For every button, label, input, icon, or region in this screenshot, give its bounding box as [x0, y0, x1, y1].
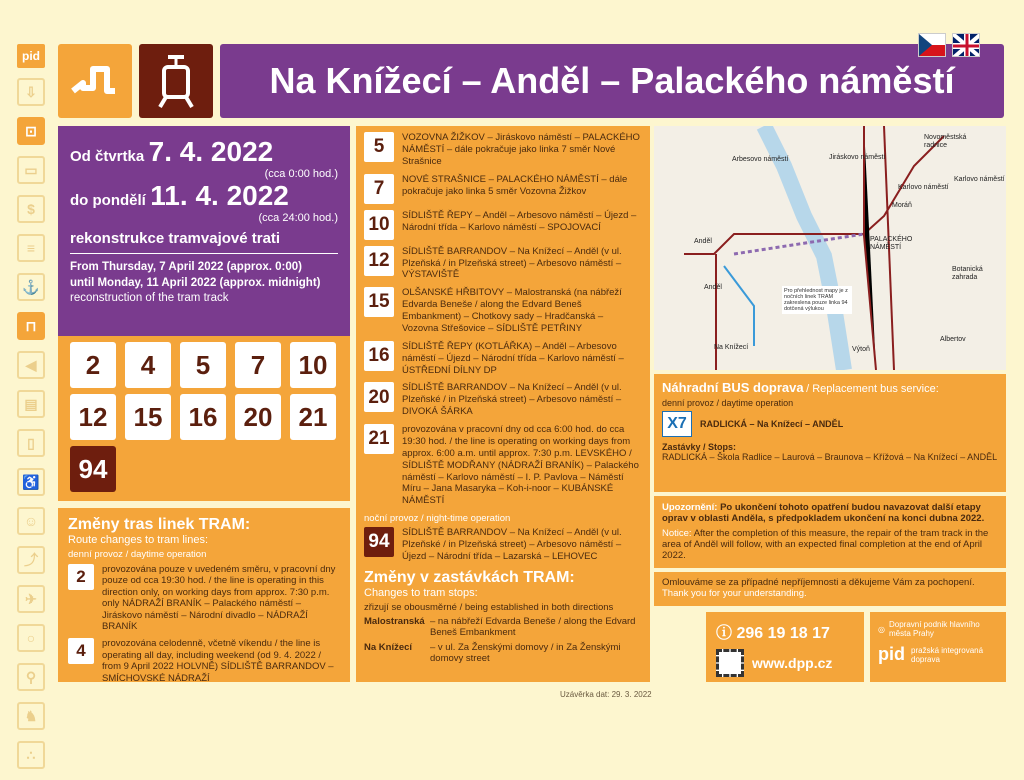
route-badge: 10 [364, 210, 394, 240]
apology-cz: Omlouváme se za případné nepříjemnosti a děkujeme Vám za pochopení. [662, 577, 975, 588]
tram-header-icon [139, 44, 213, 118]
route-text: SÍDLIŠTĚ ŘEPY (KOTLÁŘKA) – Anděl – Arbesovo náměstí – Újezd – Národní třída – Karlovo náměstí – ÚSTŘEDNÍ DÍLNY DP [402, 340, 624, 376]
bus-title: Náhradní BUS doprava [662, 380, 804, 395]
affected-lines-panel [58, 336, 350, 501]
map-label: Arbesovo náměstí [732, 156, 789, 163]
stops-subtitle: Changes to tram stops: [364, 586, 478, 599]
apology-en: Thank you for your understanding. [662, 588, 807, 599]
map-label: Anděl [704, 284, 722, 291]
data-deadline: Uzávěrka dat: 29. 3. 2022 [560, 690, 652, 699]
route-row [364, 382, 642, 418]
reason-en: reconstruction of the tram track [70, 292, 229, 305]
routes-panel [356, 126, 650, 682]
page-title: Na Knížecí – Anděl – Palackého náměstí [220, 44, 1004, 118]
logos-panel [870, 612, 1006, 682]
route-row [364, 246, 642, 282]
line-4-badge: 4 [68, 638, 94, 664]
route-badge: 12 [364, 246, 394, 276]
footprints-icon: ∴ [17, 741, 45, 769]
megaphone-icon: ◀ [17, 351, 45, 379]
line-badge: 10 [290, 342, 336, 388]
route-badge: 16 [364, 341, 394, 371]
to-date: 11. 4. 2022 [150, 180, 289, 211]
route-text: VOZOVNA ŽIŽKOV – Jiráskovo náměstí – PALACKÉHO NÁMĚSTÍ – dále pokračuje jako linka 7 směr Nové Strašnice [402, 132, 640, 167]
route-row [364, 287, 642, 335]
reason-text: rekonstrukce tramvajové trati [70, 230, 338, 254]
phone-number[interactable]: 296 19 18 17 [736, 625, 830, 642]
route-badge: 15 [364, 287, 394, 317]
from-label: Od čtvrtka [70, 148, 145, 165]
bus-route: RADLICKÁ – Na Knížecí – ANDĚL [700, 419, 844, 429]
route-badge: 20 [364, 382, 394, 412]
map-label: Karlovo náměstí [954, 176, 1005, 183]
detour-header-icon [58, 44, 132, 118]
route-badge: 21 [364, 424, 394, 454]
route-badge: 7 [364, 174, 394, 204]
route-row [364, 132, 642, 168]
map-label: Karlovo náměstí [898, 184, 949, 191]
line-badge: 2 [70, 342, 116, 388]
night-route-badge: 94 [364, 527, 394, 557]
from-time: (cca 0:00 hod.) [264, 168, 338, 180]
train-icon: ≡ [17, 234, 45, 262]
changes-subtitle: Route changes to tram lines: [68, 534, 209, 546]
stops-title: Změny v zastávkách TRAM: [364, 568, 575, 586]
map-label: Na Knížecí [714, 344, 749, 351]
stop-malostranska-text: – na nábřeží Edvarda Beneše / along the Edvard Beneš Embankment [430, 615, 636, 638]
line-4-change: provozována celodenně, včetně víkendu / the line is operating all day, including weekend (od 9. 4. 2022 / from 9 April 2022 HOLVNĚ) SÍDLIŠTĚ BARRANDOV – SMÍCHOVSKÉ NÁDRAŽÍ [102, 638, 334, 684]
map-label: Botanická zahrada [952, 266, 983, 281]
board-icon: ▤ [17, 390, 45, 418]
line-2-badge: 2 [68, 564, 94, 590]
stop-na-knizeci: Na Knížecí [364, 641, 413, 653]
route-row [364, 424, 642, 507]
map-label: PALACKÉHO NÁMĚSTÍ [870, 236, 913, 251]
route-map [654, 126, 1006, 370]
english-flag-icon[interactable] [952, 33, 980, 57]
pid-name: pražská integrovaná doprava [911, 645, 984, 664]
pid-brand: pid [878, 644, 905, 664]
changes-title: Změny tras linek TRAM: [68, 516, 251, 533]
map-label: Výtoň [852, 346, 870, 353]
route-text: NOVÉ STRAŠNICE – PALACKÉHO NÁMĚSTÍ – dále pokračuje jako linka 5 směr Vozovna Žižkov [402, 173, 628, 197]
route-changes-panel [58, 508, 350, 682]
bus-title-en: / Replacement bus service: [806, 383, 939, 395]
tram-icon: ⊡ [17, 117, 45, 145]
line-badge: 12 [70, 394, 116, 440]
map-label: Anděl [694, 238, 712, 245]
line-badge: 20 [235, 394, 281, 440]
route-row [364, 210, 642, 240]
plane-icon: ✈ [17, 585, 45, 613]
bus-stops: RADLICKÁ – Škola Radlice – Laurová – Braunova – Křížová – Na Knížecí – ANDĚL [662, 452, 998, 462]
map-label: Novoměstská radnice [924, 134, 967, 149]
dates-panel [58, 126, 350, 336]
from-en: From Thursday, 7 April 2022 (approx. 0:00) [70, 261, 302, 273]
notice-cz-label: Upozornění: [662, 502, 718, 513]
line-badge: 16 [180, 394, 226, 440]
info-icon: ⓘ [716, 625, 733, 642]
map-note: Pro přehlednost mapy je z nočních linek TRAM zakreslena pouze linka 94 dotčená výlukou [782, 286, 852, 314]
map-label: Jiráskovo náměstí [829, 154, 886, 161]
route-text: SÍDLIŠTĚ BARRANDOV – Na Knížecí – Anděl (v ul. Plzeňské / in Plzeňská street) – Arbesovo náměstí – DIVOKÁ ŠÁRKA [402, 382, 622, 418]
website-link[interactable]: www.dpp.cz [752, 655, 833, 671]
line-badge: 7 [235, 342, 281, 388]
night-route-text: SÍDLIŠTĚ BARRANDOV – Na Knížecí – Anděl (v ul. Plzeňské / in Plzeňská street) – Arbesovo náměstí – Újezd – Národní třída – Lazarská – LEHOVEC [402, 527, 622, 562]
pid-logo: pid [17, 44, 45, 68]
route-row [364, 174, 642, 204]
bus-daytime: denní provoz / daytime operation [662, 398, 794, 408]
bicycle-icon: ⚲ [17, 663, 45, 691]
to-label: do pondělí [70, 192, 146, 209]
mode-icon-rail [14, 78, 48, 780]
notice-en: After the completion of this measure, the repair of the tram track in the area of Anděl will follow, with an expected final completion at the end of April 2022. [662, 528, 989, 561]
stops-note: zřizují se obousměrné / being established in both directions [364, 601, 614, 613]
notice-en-label: Notice: [662, 528, 692, 539]
night-line-badge: 94 [70, 446, 116, 492]
anchor-icon: ⚓ [17, 273, 45, 301]
wheelchair-icon: ♿ [17, 468, 45, 496]
from-date: 7. 4. 2022 [148, 136, 274, 167]
coin-icon: $ [17, 195, 45, 223]
route-text: OLŠANSKÉ HŘBITOVY – Malostranská (na nábřeží Edvarda Beneše / along the Edvard Beneš Embankment) – Chotkovy sady – Hradčanská – Vozovna Střešovice – SÍDLIŠTĚ PETŘINY [402, 287, 622, 334]
line-badge: 15 [125, 394, 171, 440]
detour-icon: ⊓ [17, 312, 45, 340]
apology-panel [654, 572, 1006, 606]
replacement-bus-panel [654, 374, 1006, 492]
czech-flag-icon[interactable] [918, 33, 946, 57]
contact-panel [706, 612, 864, 682]
metro-icon: ⇩ [17, 78, 45, 106]
dog-icon: ♞ [17, 702, 45, 730]
route-row [364, 341, 642, 377]
map-label: Moráň [892, 202, 912, 209]
escalator-icon: ⤴ [17, 546, 45, 574]
night-label: noční provoz / night-time operation [364, 513, 511, 525]
notice-cz: Po ukončení tohoto opatření budou navazovat další etapy oprav v oblasti Anděla, s předpokladem ukončení na konci dubna 2022. [662, 502, 985, 524]
dpp-name: Dopravní podnik hlavního města Prahy [888, 620, 980, 638]
stroller-icon: ○ [17, 624, 45, 652]
bus-line-badge: X7 [662, 411, 692, 437]
line-badge: 21 [290, 394, 336, 440]
to-en: until Monday, 11 April 2022 (approx. midnight) [70, 276, 321, 289]
line-2-change: provozována pouze v uvedeném směru, v pracovní dny pouze od cca 19:30 hod. / the line is operating in this direction only, on working days from approx. 7:30 p.m. only NÁDRAŽÍ BRANÍK – Palackého náměstí – Jiráskovo náměstí – Národní divadlo – NÁDRAŽÍ BRANÍK [102, 564, 336, 632]
bus-icon: ▭ [17, 156, 45, 184]
line-badge: 5 [180, 342, 226, 388]
map-drawing [654, 126, 1006, 370]
dpp-logo-icon: ◎ [878, 624, 885, 634]
notice-panel [654, 496, 1006, 568]
phone-icon: ▯ [17, 429, 45, 457]
family-icon: ☺ [17, 507, 45, 535]
daytime-label: denní provoz / daytime operation [68, 549, 207, 560]
line-badge: 4 [125, 342, 171, 388]
route-badge: 5 [364, 132, 394, 162]
route-text: SÍDLIŠTĚ BARRANDOV – Na Knížecí – Anděl (v ul. Plzeňská / in Plzeňská street) – Arbesovo náměstí – VÝSTAVIŠTĚ [402, 245, 622, 281]
to-time: (cca 24:00 hod.) [258, 212, 338, 224]
stop-na-knizeci-text: – v ul. Za Ženskými domovy / in Za Ženskými domovy street [430, 641, 621, 664]
route-text: SÍDLIŠTĚ ŘEPY – Anděl – Arbesovo náměstí – Újezd – Národní třída – Karlovo náměstí – SPOJOVACÍ [402, 209, 637, 233]
map-label: Albertov [940, 336, 966, 343]
bus-stops-label: Zastávky / Stops: [662, 442, 737, 452]
route-text: provozována v pracovní dny od cca 6:00 hod. do cca 19:30 hod. / the line is operating on working days from approx. 6:00 a.m. until approx. 7:30 p.m. LEVSKÉHO / SÍDLIŠTĚ MODŘANY (NÁDRAŽÍ BRANÍK) – Palackého náměstí – Karlovo náměstí – I. P. Pavlova – Náměstí Míru – Jana Masaryka – Koh-i-noor – KUBÁNSKÉ NÁMĚSTÍ [402, 424, 639, 507]
qr-code-icon [716, 649, 744, 677]
stop-malostranska: Malostranská [364, 615, 425, 627]
